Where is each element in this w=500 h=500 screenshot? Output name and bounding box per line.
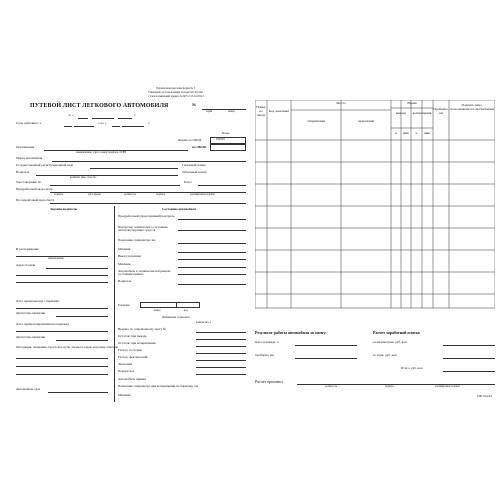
organization-hint: наименование, адрес, номер телефона, ОГРН bbox=[76, 151, 127, 154]
form-note-line-1: Типовая межотраслевая форма № 3 bbox=[156, 87, 196, 90]
organization-label: Организация bbox=[16, 145, 35, 149]
dispatcher-label-2: Диспетчер-нарядчик bbox=[16, 335, 46, 339]
fuel-row-label: Остаток: при выезде bbox=[118, 334, 147, 338]
fuel-row-line[interactable] bbox=[196, 339, 246, 340]
col-return-hours: ч. bbox=[415, 131, 418, 135]
fuel-table bbox=[140, 302, 200, 308]
garage-number-label: Гаражный номер bbox=[182, 163, 206, 167]
number-sign: № bbox=[192, 102, 197, 107]
calc-label: Расчет произвел bbox=[255, 379, 283, 384]
car-brand-label: Марка автомобиля bbox=[16, 156, 43, 160]
waybill-front-page bbox=[6, 88, 246, 403]
col-place: Место bbox=[336, 101, 346, 105]
okpo-label: по ОКПО bbox=[192, 145, 207, 149]
calc-hint-signature: подпись bbox=[385, 385, 395, 388]
col-customer-code: Код заказчика bbox=[268, 109, 290, 113]
class-label: Класс bbox=[184, 180, 193, 184]
sig-hint-5: расшифровка подписи bbox=[190, 193, 215, 196]
state-row-line[interactable] bbox=[178, 267, 246, 268]
validity-label: Срок действия с « bbox=[16, 121, 42, 125]
validity-year-suffix: г. bbox=[148, 121, 150, 125]
fuel-row-label: Расход: фактический bbox=[118, 355, 148, 359]
form-note-line-2: Утверждена постановлением Госкомстата России bbox=[148, 91, 203, 94]
fuel-label: Горючее bbox=[118, 303, 130, 307]
state-row-label: Выезд разрешен bbox=[118, 254, 141, 258]
fuel-row-line[interactable] bbox=[196, 353, 246, 354]
col-return: возвращения bbox=[412, 111, 432, 115]
okud-label: Форма по ОКУД bbox=[178, 138, 202, 142]
state-row-line[interactable] bbox=[178, 284, 246, 285]
results-title: Результат работы автомобиля за смену: bbox=[255, 330, 327, 335]
col-exit: выезда bbox=[396, 111, 406, 115]
dispatcher-label-1: Диспетчер-нарядчик bbox=[16, 311, 46, 315]
trip-table bbox=[255, 100, 495, 310]
driver-label: Водитель bbox=[16, 170, 30, 174]
state-row-line[interactable] bbox=[178, 252, 246, 253]
state-row-label: Механик bbox=[118, 247, 131, 251]
form-note-line-3: с учетом изменений приказа № 607 от 25.12.2014 г. bbox=[148, 95, 205, 98]
col-distance: Пройдено, км bbox=[433, 107, 449, 115]
tabel-number-label: Табельный номер bbox=[182, 170, 207, 174]
fuel-brand-hint: марка bbox=[154, 309, 161, 312]
sig-hint-1: подпись bbox=[54, 193, 64, 196]
state-row-label: Водитель bbox=[118, 279, 132, 283]
footer-code: ТИП 3ЛА-9А bbox=[477, 395, 492, 398]
mechanic-label: Механик bbox=[118, 393, 131, 397]
okpo-code-cell bbox=[210, 144, 246, 151]
state-row-line[interactable] bbox=[178, 243, 246, 244]
fuel-row-label: Расход: по норме bbox=[118, 348, 143, 352]
col-return-minutes: мин. bbox=[424, 131, 431, 135]
fuel-row-line[interactable] bbox=[196, 346, 246, 347]
state-row-line[interactable] bbox=[178, 259, 246, 260]
col-exit-minutes: мин. bbox=[402, 131, 410, 135]
col-exit-hours: ч. bbox=[394, 131, 398, 135]
validity-to-label: » по « bbox=[98, 121, 107, 125]
state-row-label: Показание спидометра, км bbox=[118, 238, 156, 242]
fuel-movement-label: Движение горючего bbox=[162, 315, 191, 319]
calc-hint-position: должность bbox=[325, 385, 337, 388]
car-received-label: Автомобиль принял bbox=[118, 377, 147, 381]
dispatch-label: Дата, время выезда с парковки bbox=[16, 299, 59, 303]
fuel-row-line[interactable] bbox=[196, 367, 246, 368]
page-title: ПУТЕВОЙ ЛИСТ ЛЕГКОВОГО АВТОМОБИЛЯ bbox=[30, 103, 169, 109]
year-suffix: г. bbox=[134, 113, 136, 117]
org-name-hint: наименование bbox=[48, 257, 64, 260]
pretrip-med-label: Предрейсовый медосмотр bbox=[16, 187, 53, 191]
delays-label: Опоздания, ожидания, простои в пути, заезды в гараж и прочие отметки bbox=[16, 345, 118, 349]
series-hint: серия bbox=[206, 110, 213, 113]
address-label: Адрес подачи bbox=[16, 263, 36, 267]
state-row-line[interactable] bbox=[178, 230, 246, 231]
state-row-label: Предрейсовый (предсменный) контроль bbox=[118, 214, 175, 218]
driver-hint: фамилия, имя, отчество bbox=[70, 176, 97, 179]
sig-hint-3: должность bbox=[124, 193, 136, 196]
state-row-line[interactable] bbox=[178, 274, 246, 275]
per-hour-label: за часы, руб. коп. bbox=[373, 353, 398, 357]
col-signature: Подпись лица, пользовавшегося автомобилем bbox=[449, 103, 495, 111]
disposal-label: В распоряжение bbox=[16, 247, 39, 251]
codes-label: Коды bbox=[222, 131, 230, 135]
reg-sign-label: Государственный регистрационный знак bbox=[16, 163, 74, 167]
fuel-row-line[interactable] bbox=[196, 332, 246, 333]
fuel-row-label: Выдано по заправочному листу № bbox=[118, 327, 167, 331]
sig-hint-2: дата, время bbox=[88, 193, 101, 196]
fuel-code-hint: код bbox=[184, 309, 188, 312]
fuel-row-label: Экономия bbox=[118, 362, 132, 366]
posttrip-med-label: Послерейсовый медосмотр bbox=[16, 198, 55, 202]
okud-code: 0345001 bbox=[216, 138, 226, 141]
col-destination: назначения bbox=[357, 119, 375, 123]
quantity-hint: количество, л bbox=[196, 321, 211, 324]
fuel-row-label: Перерасход bbox=[118, 369, 135, 373]
total-hours-label: всего в наряде, ч. bbox=[255, 340, 280, 344]
fuel-row-label: Остаток: при возвращении bbox=[118, 341, 156, 345]
state-row-label: Механик bbox=[118, 262, 131, 266]
total-salary-label: Итого, руб. коп. bbox=[401, 366, 424, 370]
waybill-back-page bbox=[255, 88, 495, 403]
return-label: Дата, время возвращения на парковку bbox=[16, 322, 70, 326]
license-label: Удостоверение № bbox=[16, 180, 41, 184]
salary-title: Расчет заработной платы: bbox=[373, 330, 421, 335]
distance-total-label: пройдено, км bbox=[255, 353, 274, 357]
calc-hint-name: расшифровка подписи bbox=[435, 385, 460, 388]
col-order-no: Номер по заказу bbox=[256, 105, 266, 117]
fuel-row-line[interactable] bbox=[196, 360, 246, 361]
task-title: Задание водителю bbox=[50, 207, 78, 211]
fuel-row-line[interactable] bbox=[196, 374, 246, 375]
state-row-label: Автомобиль в технически исправном состоянии принял bbox=[118, 269, 171, 277]
sig-hint-4: подпись bbox=[156, 193, 166, 196]
col-time: Время bbox=[407, 101, 417, 105]
state-row-label: Контролер технического состояния автотранспортных средств bbox=[118, 225, 168, 233]
state-row-line[interactable] bbox=[178, 219, 246, 220]
per-km-label: за километраж, руб. коп. bbox=[373, 340, 408, 344]
state-title: Состояние автомобиля bbox=[162, 207, 197, 211]
col-departure: отправления bbox=[306, 119, 326, 123]
date-from-label: от « bbox=[68, 113, 74, 117]
odometer-label: Показание спидометра при возвращении на парковку, км bbox=[118, 384, 198, 388]
number-hint: номер bbox=[228, 110, 235, 113]
car-handed-label: Автомобиль сдал bbox=[16, 387, 41, 391]
